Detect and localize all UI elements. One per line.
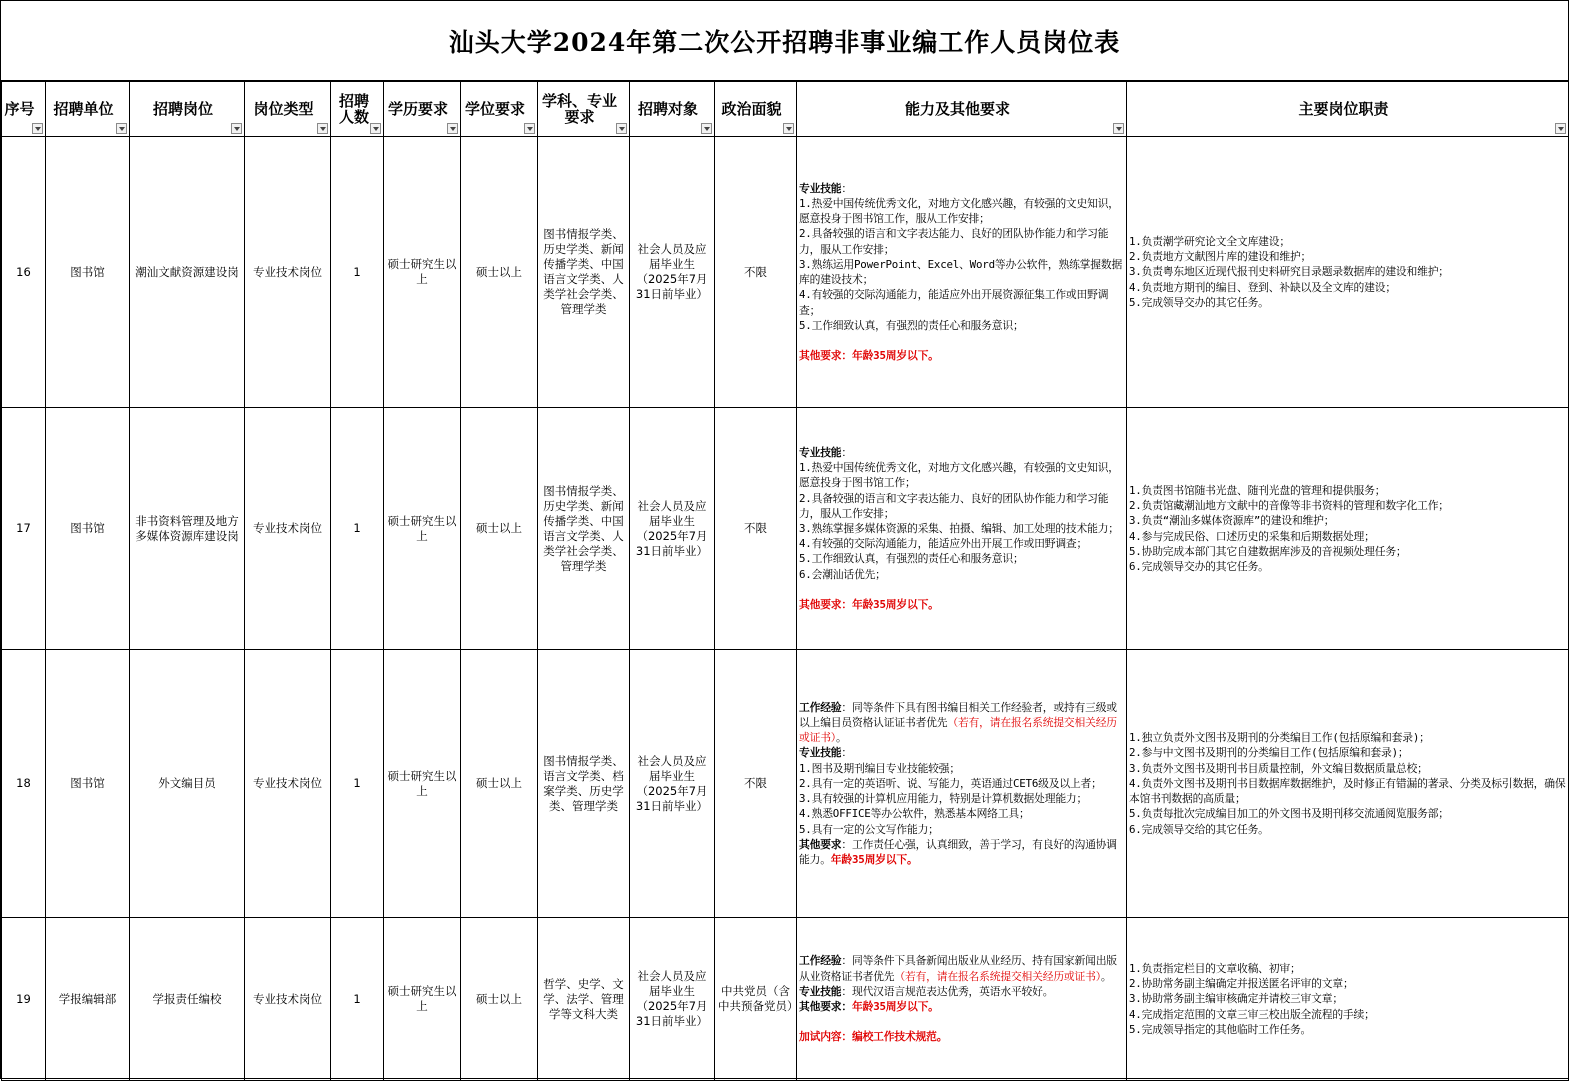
- filter-dropdown-icon[interactable]: [701, 123, 712, 134]
- cell-target[interactable]: 社会人员及应届毕业生（2025年7月31日前毕业）: [630, 408, 715, 650]
- positions-table: [1, 81, 1569, 1081]
- filter-dropdown-icon[interactable]: [370, 123, 381, 134]
- filter-dropdown-icon[interactable]: [1113, 123, 1124, 134]
- filter-dropdown-icon[interactable]: [32, 123, 43, 134]
- cell-edu[interactable]: 硕士研究生以上: [384, 918, 461, 1081]
- filter-dropdown-icon[interactable]: [447, 123, 458, 134]
- cell-count[interactable]: 1: [331, 408, 384, 650]
- cell-degree[interactable]: 硕士以上: [461, 408, 538, 650]
- cell-unit[interactable]: 图书馆: [46, 408, 130, 650]
- cell-post[interactable]: 外文编目员: [130, 650, 245, 918]
- cell-ability[interactable]: 专业技能： 1.热爱中国传统优秀文化，对地方文化感兴趣，有较强的文史知识，愿意投身于图书馆工作，服从工作安排； 2.具备较强的语言和文字表达能力、良好的团队协作能力和学习能力，服从工作安排； 3.熟练运用PowerPoint、Excel、Word等办公软件，熟练掌握数据库的建设技术； 4.有较强的交际沟通能力，能适应外出开展资源征集工作或田野调查； 5.工作细致认真，有强烈的责任心和服务意识； 其他要求：年龄35周岁以下。: [797, 137, 1127, 408]
- header-row: [2, 82, 1569, 137]
- header-post: 招聘岗位: [130, 82, 245, 137]
- header-major: 学科、专业要求: [538, 82, 630, 137]
- table-row: [2, 137, 1569, 408]
- header-duty: 主要岗位职责: [1127, 82, 1569, 137]
- cell-target[interactable]: 社会人员及应届毕业生（2025年7月31日前毕业）: [630, 918, 715, 1081]
- cell-seq[interactable]: 16: [2, 137, 46, 408]
- cell-major[interactable]: 图书情报学类、语言文学类、档案学类、历史学类、管理学类: [538, 650, 630, 918]
- cell-major[interactable]: 图书情报学类、历史学类、新闻传播学类、中国语言文学类、人类学社会学类、管理学类: [538, 137, 630, 408]
- cell-unit[interactable]: 图书馆: [46, 137, 130, 408]
- cell-count[interactable]: 1: [331, 137, 384, 408]
- filter-dropdown-icon[interactable]: [1555, 123, 1566, 134]
- cell-edu[interactable]: 硕士研究生以上: [384, 650, 461, 918]
- table-row: [2, 408, 1569, 650]
- cell-post[interactable]: 潮汕文献资源建设岗: [130, 137, 245, 408]
- header-degree: 学位要求: [461, 82, 538, 137]
- cell-edu[interactable]: 硕士研究生以上: [384, 408, 461, 650]
- cell-ability[interactable]: 专业技能： 1.热爱中国传统优秀文化，对地方文化感兴趣，有较强的文史知识，愿意投身于图书馆工作； 2.具备较强的语言和文字表达能力、良好的团队协作能力和学习能力，服从工作安排； 3.熟练掌握多媒体资源的采集、拍摄、编辑、加工处理的技术能力； 4.有较强的交际沟通能力，能适应外出开展工作或田野调查； 5.工作细致认真，有强烈的责任心和服务意识； 6.会潮汕话优先； 其他要求：年龄35周岁以下。: [797, 408, 1127, 650]
- cell-edu[interactable]: 硕士研究生以上: [384, 137, 461, 408]
- cell-degree[interactable]: 硕士以上: [461, 650, 538, 918]
- cell-major[interactable]: 哲学、史学、文学、法学、管理学等文科大类: [538, 918, 630, 1081]
- cell-major[interactable]: 图书情报学类、历史学类、新闻传播学类、中国语言文学类、人类学社会学类、管理学类: [538, 408, 630, 650]
- page-title: 汕头大学2024年第二次公开招聘非事业编工作人员岗位表: [1, 1, 1568, 81]
- cell-political[interactable]: 中共党员（含中共预备党员）: [715, 918, 797, 1081]
- cell-post[interactable]: 非书资料管理及地方多媒体资源库建设岗: [130, 408, 245, 650]
- table-row: [2, 918, 1569, 1081]
- cell-target[interactable]: 社会人员及应届毕业生（2025年7月31日前毕业）: [630, 137, 715, 408]
- header-edu: 学历要求: [384, 82, 461, 137]
- cell-ability[interactable]: 工作经验：同等条件下具备新闻出版业从业经历、持有国家新闻出版从业资格证书者优先（若有，请在报名系统提交相关经历或证书）。 专业技能：现代汉语言规范表达优秀，英语水平较好。 其他要求：年龄35周岁以下。 加试内容：编校工作技术规范。: [797, 918, 1127, 1081]
- cell-target[interactable]: 社会人员及应届毕业生（2025年7月31日前毕业）: [630, 650, 715, 918]
- header-count: 招聘人数: [331, 82, 384, 137]
- cell-post[interactable]: 学报责任编校: [130, 918, 245, 1081]
- cell-duty[interactable]: 1.负责图书馆随书光盘、随刊光盘的管理和提供服务； 2.负责馆藏潮汕地方文献中的音像等非书资料的管理和数字化工作； 3.负责“潮汕多媒体资源库”的建设和维护； 4.参与完成民俗、口述历史的采集和后期数据处理； 5.协助完成本部门其它自建数据库涉及的音视频处理任务； 6.完成领导交办的其它任务。: [1127, 408, 1569, 650]
- filter-dropdown-icon[interactable]: [317, 123, 328, 134]
- cell-seq[interactable]: 17: [2, 408, 46, 650]
- filter-dropdown-icon[interactable]: [524, 123, 535, 134]
- cell-political[interactable]: 不限: [715, 408, 797, 650]
- cell-political[interactable]: 不限: [715, 650, 797, 918]
- filter-dropdown-icon[interactable]: [783, 123, 794, 134]
- cell-seq[interactable]: 19: [2, 918, 46, 1081]
- cell-count[interactable]: 1: [331, 918, 384, 1081]
- header-ability: 能力及其他要求: [797, 82, 1127, 137]
- header-political: 政治面貌: [715, 82, 797, 137]
- cell-degree[interactable]: 硕士以上: [461, 918, 538, 1081]
- cell-seq[interactable]: 18: [2, 650, 46, 918]
- cell-degree[interactable]: 硕士以上: [461, 137, 538, 408]
- header-unit: 招聘单位: [46, 82, 130, 137]
- table-row: [2, 650, 1569, 918]
- cell-duty[interactable]: 1.负责指定栏目的文章收稿、初审； 2.协助常务副主编确定并报送匿名评审的文章； 3.协助常务副主编审核确定并请校三审文章； 4.完成指定范围的文章三审三校出版全流程的手续； 5.完成领导指定的其他临时工作任务。: [1127, 918, 1569, 1081]
- filter-dropdown-icon[interactable]: [231, 123, 242, 134]
- cell-type[interactable]: 专业技术岗位: [245, 137, 331, 408]
- cell-count[interactable]: 1: [331, 650, 384, 918]
- cell-type[interactable]: 专业技术岗位: [245, 918, 331, 1081]
- cell-political[interactable]: 不限: [715, 137, 797, 408]
- cell-ability[interactable]: 工作经验：同等条件下具有图书编目相关工作经验者，或持有三级或以上编目员资格认证证书者优先（若有，请在报名系统提交相关经历或证书）。 专业技能： 1.图书及期刊编目专业技能较强； 2.具有一定的英语听、说、写能力，英语通过CET6级及以上者； 3.具有较强的计算机应用能力，特别是计算机数据处理能力； 4.熟悉OFFICE等办公软件，熟悉基本网络工具； 5.具有一定的公文写作能力； 其他要求：工作责任心强，认真细致，善于学习，有良好的沟通协调能力。年龄35周岁以下。: [797, 650, 1127, 918]
- filter-dropdown-icon[interactable]: [116, 123, 127, 134]
- cell-unit[interactable]: 学报编辑部: [46, 918, 130, 1081]
- header-seq: 序号: [2, 82, 46, 137]
- header-target: 招聘对象: [630, 82, 715, 137]
- filter-dropdown-icon[interactable]: [616, 123, 627, 134]
- cell-type[interactable]: 专业技术岗位: [245, 408, 331, 650]
- cell-type[interactable]: 专业技术岗位: [245, 650, 331, 918]
- cell-unit[interactable]: 图书馆: [46, 650, 130, 918]
- header-type: 岗位类型: [245, 82, 331, 137]
- cell-duty[interactable]: 1.独立负责外文图书及期刊的分类编目工作(包括原编和套录)； 2.参与中文图书及期刊的分类编目工作(包括原编和套录)； 3.负责外文图书及期刊书目质量控制，外文编目数据质量总校； 4.负责外文图书及期刊书目数据库数据维护，及时修正有错漏的著录、分类及标引数据，确保本馆书刊数据的高质量； 5.负责每批次完成编目加工的外文图书及期刊移交流通阅览服务部； 6.完成领导交给的其它任务。: [1127, 650, 1569, 918]
- cell-duty[interactable]: 1.负责潮学研究论文全文库建设； 2.负责地方文献图片库的建设和维护； 3.负责粤东地区近现代报刊史料研究目录题录数据库的建设和维护； 4.负责地方期刊的编目、登到、补缺以及全文库的建设； 5.完成领导交办的其它任务。: [1127, 137, 1569, 408]
